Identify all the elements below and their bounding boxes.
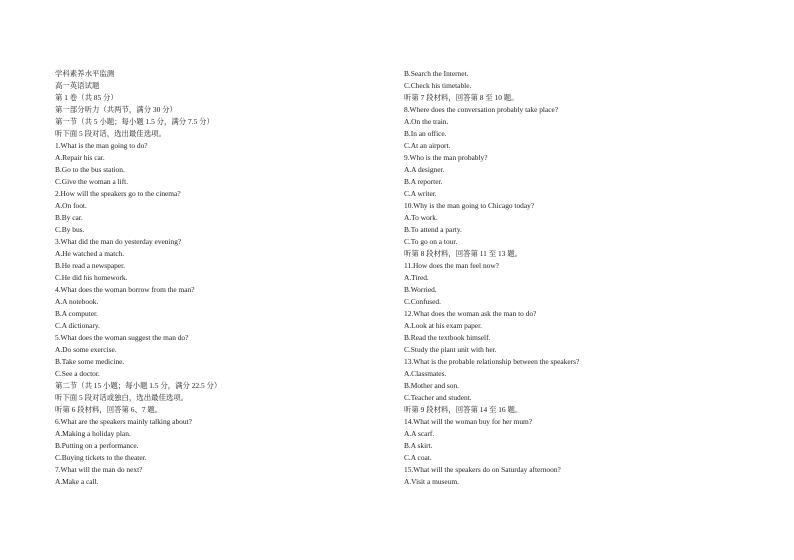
left-column-line: B.By car. (55, 213, 83, 222)
right-column-line: 12.What does the woman ask the man to do? (404, 309, 537, 318)
left-column-line: 听下面 5 段对话或独白，选出最佳选项。 (55, 393, 189, 402)
left-column-line: 听第 6 段材料，回答第 6、7 题。 (55, 405, 163, 414)
left-column-line: 3.What did the man do yesterday evening? (55, 237, 182, 246)
right-column-line: C.To go on a tour. (404, 237, 458, 246)
right-column-line: C.Confused. (404, 297, 441, 306)
left-column-line: 7.What will the man do next? (55, 465, 143, 474)
left-column-line: B.A computer. (55, 309, 98, 318)
right-column-line: B.Mother and son. (404, 381, 460, 390)
left-column-line: A.A notebook. (55, 297, 99, 306)
left-column-line: A.Repair his car. (55, 153, 105, 162)
left-column-line: 2.How will the speakers go to the cinema? (55, 189, 181, 198)
left-column-line: B.He read a newspaper. (55, 261, 125, 270)
left-column-line: A.Making a holiday plan. (55, 429, 131, 438)
left-column-line: C.A dictionary. (55, 321, 100, 330)
left-column-line: 听下面 5 段对话，选出最佳选项。 (55, 129, 166, 138)
right-column-line: 14.What will the woman buy for her mum? (404, 417, 533, 426)
right-column-line: B.A skirt. (404, 441, 433, 450)
left-column-line: 第二节（共 15 小题；每小题 1.5 分，满分 22.5 分） (55, 381, 222, 390)
left-column-line: C.See a doctor. (55, 369, 100, 378)
right-column-line: C.Teacher and student. (404, 393, 472, 402)
left-column-line: B.Go to the bus station. (55, 165, 125, 174)
left-column-line: C.Buying tickets to the theater. (55, 453, 147, 462)
left-column-line: B.Putting on a performance. (55, 441, 139, 450)
right-column-line: B.Read the textbook himself. (404, 333, 491, 342)
right-column-line: A.A designer. (404, 165, 445, 174)
right-column-line: 9.Who is the man probably? (404, 153, 488, 162)
right-column-line: A.To work. (404, 213, 438, 222)
left-column-line: 5.What does the woman suggest the man do? (55, 333, 189, 342)
right-column-line: C.A writer. (404, 189, 437, 198)
right-column-line: B.To attend a party. (404, 225, 462, 234)
left-column-line: 高一英语试题 (55, 81, 100, 90)
right-column-line: 听第 8 段材料，回答第 11 至 13 题。 (404, 249, 522, 258)
right-column-line: A.Visit a museum. (404, 477, 459, 486)
left-column-line: B.Take some medicine. (55, 357, 125, 366)
left-column-line: 学科素养水平监测 (55, 69, 115, 78)
right-column-line: C.At an airport. (404, 141, 451, 150)
right-column-line: A.A scarf. (404, 429, 435, 438)
left-column-line: 6.What are the speakers mainly talking about? (55, 417, 192, 426)
right-column-line: 13.What is the probable relationship between the speakers? (404, 357, 580, 366)
left-column-line: C.He did his homework. (55, 273, 128, 282)
left-column-line: A.Make a call. (55, 477, 99, 486)
left-column-line: 1.What is the man going to do? (55, 141, 148, 150)
right-column-line: 11.How does the man feel now? (404, 261, 499, 270)
right-column-line: C.Study the plant unit with her. (404, 345, 497, 354)
left-column-line: C.Give the woman a lift. (55, 177, 129, 186)
left-column-line: 4.What does the woman borrow from the man? (55, 285, 195, 294)
right-column-line: C.A coat. (404, 453, 432, 462)
right-column-line: C.Check his timetable. (404, 81, 472, 90)
right-column-line: A.Classmates. (404, 369, 447, 378)
right-column-line: B.Search the Internet. (404, 69, 469, 78)
left-column-line: A.Do some exercise. (55, 345, 117, 354)
right-column-line: B.A reporter. (404, 177, 443, 186)
left-column-line: 第一节（共 5 小题；每小题 1.5 分，满分 7.5 分） (55, 117, 214, 126)
right-column-line: 8.Where does the conversation probably take place? (404, 105, 559, 114)
right-column-line: 听第 7 段材料，回答第 8 至 10 题。 (404, 93, 519, 102)
left-column-line: 第 1 卷（共 85 分） (55, 93, 118, 102)
right-column (404, 68, 734, 488)
left-column-line: A.He watched a match. (55, 249, 125, 258)
left-column-line: C.By bus. (55, 225, 85, 234)
right-column-line: B.In an office. (404, 129, 447, 138)
left-column-line: 第一部分听力（共两节，满分 30 分） (55, 105, 177, 114)
right-column-line: A.Tired. (404, 273, 429, 282)
right-column-line: 15.What will the speakers do on Saturday afternoon? (404, 465, 561, 474)
right-column-line: 10.Why is the man going to Chicago today? (404, 201, 535, 210)
left-column-line: A.On foot. (55, 201, 87, 210)
right-column-line: A.On the train. (404, 117, 449, 126)
right-column-line: B.Worried. (404, 285, 437, 294)
right-column-line: A.Look at his exam paper. (404, 321, 482, 330)
left-column (55, 68, 385, 488)
right-column-line: 听第 9 段材料，回答第 14 至 16 题。 (404, 405, 523, 414)
